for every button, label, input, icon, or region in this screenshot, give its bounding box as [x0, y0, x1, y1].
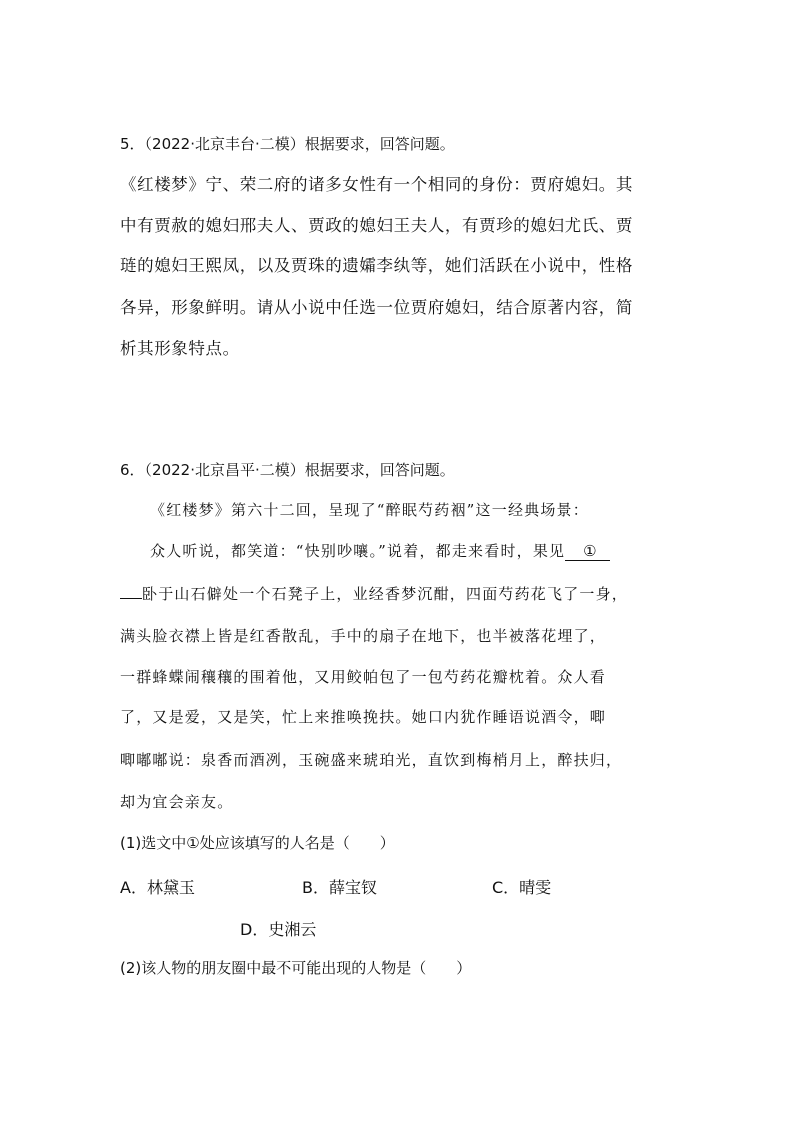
q5-line-2: 中有贾赦的媳妇邢夫人、贾政的媳妇王夫人，有贾珍的媳妇尤氏、贾 — [120, 216, 633, 235]
q5-line-3: 琏的媳妇王熙凤，以及贾珠的遗孀李纨等，她们活跃在小说中，性格 — [120, 256, 633, 275]
q6-header: 6．（2022·北京昌平·二模）根据要求，回答问题。 — [120, 461, 455, 479]
q6-passage-line-5: 了，又是爱，又是笑，忙上来推唤挽扶。她口内犹作睡语说酒令，唧 — [120, 708, 607, 726]
q5-line-4: 各异，形象鲜明。请从小说中任选一位贾府媳妇，结合原著内容，简 — [120, 298, 633, 317]
q6-sub-question-2: (2)该人物的朋友圈中最不可能出现的人物是（ ） — [120, 959, 472, 977]
passage-line-2-text: 卧于山石僻处一个石凳子上，业经香梦沉酣，四面芍药花飞了一身， — [142, 585, 629, 603]
q6-passage-line-3: 满头脸衣襟上皆是红香散乱，手中的扇子在地下，也半被落花埋了， — [120, 627, 607, 645]
q6-passage-line-6: 唧嘟嘟说：泉香而酒冽，玉碗盛来琥珀光，直饮到梅梢月上，醉扶归， — [120, 751, 623, 769]
q6-intro: 《红楼梦》第六十二回，呈现了“醉眠芍药裀”这一经典场景： — [150, 501, 589, 519]
circle-one-marker: ① — [583, 542, 598, 560]
blank-continuation — [120, 584, 142, 599]
q5-line-1: 《红楼梦》宁、荣二府的诸多女性有一个相同的身份：贾府媳妇。其 — [120, 175, 633, 194]
blank-marker — [565, 542, 610, 561]
q6-sub-question-1: (1)选文中①处应该填写的人名是（ ） — [120, 834, 395, 852]
q6-passage-line-7: 却为宜会亲友。 — [120, 793, 234, 811]
q6-passage-line-2 — [120, 584, 628, 604]
passage-first-text: 众人听说，都笑道：“快别吵嚷。”说着，都走来看时，果见 — [150, 542, 566, 560]
q5-header: 5．（2022·北京丰台·二模）根据要求，回答问题。 — [120, 135, 455, 153]
q6-passage-line-1 — [150, 541, 610, 561]
option-a[interactable]: A．林黛玉 — [120, 878, 195, 897]
option-c[interactable]: C．晴雯 — [492, 878, 552, 897]
option-d[interactable]: D．史湘云 — [240, 920, 317, 939]
option-b[interactable]: B．薛宝钗 — [302, 878, 377, 897]
q6-passage-line-4: 一群蜂蝶闹穰穰的围着他，又用鲛帕包了一包芍药花瓣枕着。众人看 — [120, 668, 607, 686]
q5-line-5: 析其形象特点。 — [120, 339, 240, 358]
